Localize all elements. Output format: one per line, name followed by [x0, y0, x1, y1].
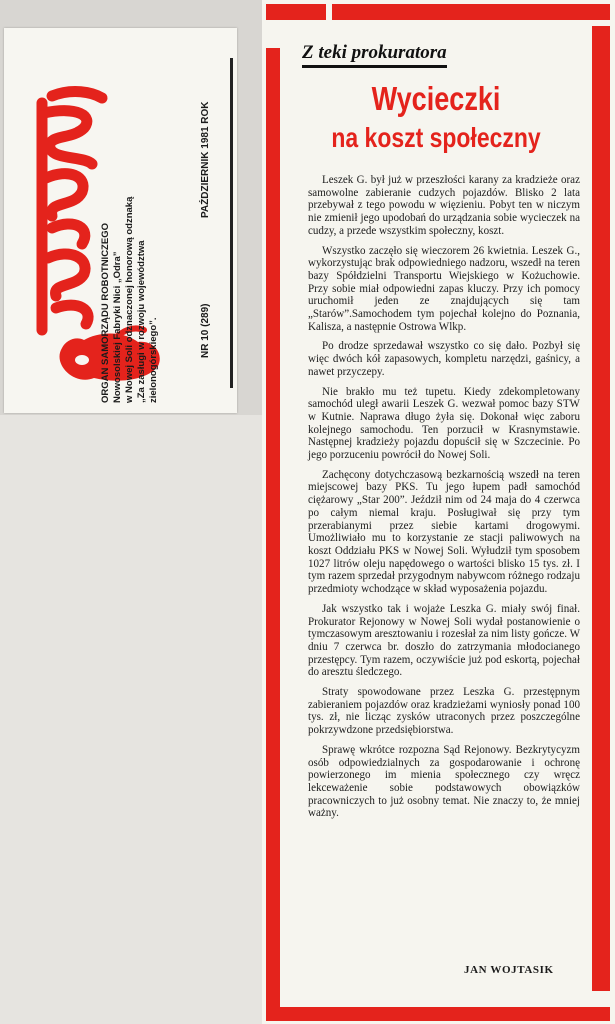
paragraph-8: Sprawę wkrótce rozpozna Sąd Rejonowy. Bezkrytycyzm osób odpowiedzialnych za gospodarowanie i ochronę powierzonego im mienia społecznego czy wręcz lekceważenie sobie podstawowych obowiązków pracowniczych to już osobny temat. Nie znaczy to, że mniej ważny.: [308, 743, 580, 820]
backing-page-lower: [0, 415, 262, 1024]
paragraph-4: Nie brakło mu też tupetu. Kiedy zdekompletowany samochód uległ awarii Leszek G. wezwał pomoc bazy STW w Kutnie. Naprawa długo żyła się. Dokonał więc zaboru kolejnego samochodu. Ten porzucił w Krasnymstawie. Następnej kradzieży pojazdu dopuścił się w Szczecinie. Po jego porzuceniu powrócił do Nowej Soli.: [308, 385, 580, 462]
red-border-left: [266, 48, 280, 1016]
issue-number: NR 10 (289): [200, 303, 211, 358]
paragraph-1: Leszek G. był już w przeszłości karany za kradzieże oraz samowolne zabieranie cudzych pojazdów. Blisko 2 lata przebywał z tego powodu w więzieniu. Pobyt ten w niczym nie zmienił jego upodobań do urządzania sobie wycieczek na cudzy, a przede wszystkim społeczny, koszt.: [308, 174, 580, 237]
paragraph-3: Po drodze sprzedawał wszystko co się dało. Pozbył się więc dwóch kół zapasowych, kompletu narzędzi, gaśnicy, a nawet przyczepy.: [308, 340, 580, 378]
masthead-line-2: Nowosolskiej Fabryki Nici „Odra”: [112, 251, 123, 403]
masthead-line-1: ORGAN SAMORZĄDU ROBOTNICZEGO: [100, 223, 111, 403]
article-clipping: [262, 0, 615, 1024]
masthead-line-3: w Nowej Soli odznaczonej honorową odznaką: [124, 196, 135, 403]
masthead-clipping: [4, 28, 237, 413]
red-border-right: [592, 26, 610, 991]
section-label: Z teki prokuratora: [302, 42, 447, 68]
paragraph-6: Jak wszystko tak i wojaże Leszka G. miały swój finał. Prokurator Rejonowy w Nowej Soli wydał postanowienie o tymczasowym aresztowaniu i rozesłał za nim listy gończe. W dniu 7 czerwca br. doszło do zatrzymania młodocianego przestępcy. Tym razem, oczywiście już pod eskortą, pojechał do aresztu śledczego.: [308, 602, 580, 679]
paragraph-5: Zachęcony dotychczasową bezkarnością wszedł na teren miejscowej bazy PKS. Tu jego łupem padł samochód ciężarowy „Star 200”. Jeździł nim od 24 maja do 4 czerwca po całym niemal kraju. Posługiwał się przy tym przerabianymi przez siebie kartami drogowymi. Umożliwiało mu to korzystanie ze stacji paliwowych na koszt Oddziału PKS w Nowej Soli. Wyłudził tym sposobem 1027 litrów oleju napędowego o wartości blisko 15 tys. zł. I tym razem sprzedał przygodnym nabywcom różnego rodzaju przedmioty wchodzące w skład wyposażenia pojazdu.: [308, 468, 580, 596]
paragraph-7: Straty spowodowane przez Leszka G. przestępnym zabieraniem pojazdów oraz kradzieżami wyniosły ponad 100 tys. zł, nie licząc zysków utraconych przez poszczególne pokrzywdzone przedsiębiorstwa.: [308, 686, 580, 737]
masthead-line-4: „Za zasługi w rozwoju województwa: [136, 240, 147, 403]
headline-line-2: na koszt społeczny: [331, 122, 541, 153]
red-border-top-left: [266, 4, 326, 20]
headline-line-1: Wycieczki: [371, 80, 501, 117]
article-body: [308, 174, 580, 827]
paragraph-2: Wszystko zaczęło się wieczorem 26 kwietnia. Leszek G., wykorzystując brak odpowiedniego nadzoru, wszedł na teren bazy Spółdzielni Transportu Wiejskiego w Kożuchowie. Przy sobie miał odpowiedni zapas kluczy. Przy ich pomocy uruchomił jeden ze znajdujących się tam „Starów”.Samochodem tym pojechał kolejno do Poznania, Kalisza, a następnie Ostrowa Wlkp.: [308, 244, 580, 333]
masthead-rule: [230, 58, 233, 388]
author-byline: JAN WOJTASIK: [464, 964, 554, 976]
red-border-bottom: [266, 1007, 610, 1021]
issue-date: PAŹDZIERNIK 1981 ROK: [200, 101, 211, 218]
masthead-line-5: zielonogórskiego”.: [148, 317, 159, 403]
red-border-top: [332, 4, 610, 20]
